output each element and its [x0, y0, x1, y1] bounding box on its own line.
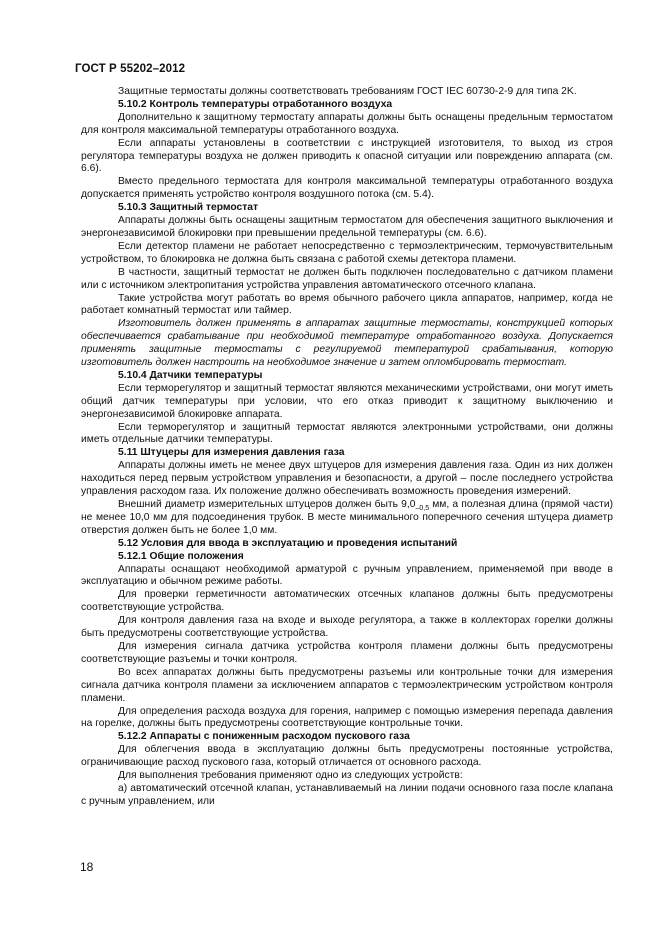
- paragraph-with-tolerance: [81, 499, 613, 538]
- standard-header: ГОСТ Р 55202–2012: [75, 63, 186, 75]
- paragraph: Дополнительно к защитному термостату аппараты должны быть оснащены предельным термостатом для контроля максимальной температуры отработанного воздуха.: [81, 111, 613, 136]
- italic-note: Изготовитель должен применять в аппаратах защитные термостаты, конструкцией которых обеспечивается срабатывание при необходимой температуре отработанного воздуха. Допускается применять защитные термостаты с регулируемой температурой срабатывания, которую изготовитель должен настроить на необходимое значение и затем опломбировать термостат.: [81, 318, 613, 369]
- paragraph: Если детектор пламени не работает непосредственно с термоэлектрическим, термочувствительным устройством, то блокировка не должна быть связана с работой схемы детектора пламени.: [81, 240, 613, 265]
- paragraph: В частности, защитный термостат не должен быть подключен последовательно с датчиком пламени или с источником электропитания устройства управления автоматического отсечного клапана.: [81, 266, 613, 291]
- text-before: Внешний диаметр измерительных штуцеров должен быть 9,0: [118, 499, 416, 510]
- section-heading: 5.12.2 Аппараты с пониженным расходом пускового газа: [118, 731, 410, 743]
- list-item: а) автоматический отсечной клапан, устанавливаемый на линии подачи основного газа после клапана с ручным управлением, или: [81, 782, 613, 807]
- paragraph: Аппараты оснащают необходимой арматурой с ручным управлением, применяемой при вводе в эксплуатацию и обычном режиме работы.: [81, 563, 613, 588]
- paragraph: Если терморегулятор и защитный термостат являются механическими устройствами, они могут иметь общий датчик температуры при условии, что его отказ приводит к защитному выключению и энергонезависимой блокировке аппарата.: [81, 382, 613, 420]
- section-heading: 5.10.4 Датчики температуры: [118, 369, 263, 381]
- section-heading: 5.10.3 Защитный термостат: [118, 202, 259, 214]
- text-after: мм, а полезная длина (прямой части) не менее 10,0 мм для подсоединения трубок. В месте минимального поперечного сечения штуцера диаметр отверстия должен быть не более 1,0 мм.: [81, 499, 613, 536]
- paragraph: Такие устройства могут работать во время обычного рабочего цикла аппаратов, например, когда не работает комнатный термостат или таймер.: [81, 292, 613, 317]
- paragraph: Если терморегулятор и защитный термостат являются электронными устройствами, они должны иметь отдельные датчики температуры.: [81, 421, 613, 446]
- paragraph: Если аппараты установлены в соответствии с инструкцией изготовителя, то выход из строя регулятора температуры воздуха не должен приводить к опасной ситуации или повреждению аппарата (см. 6.6).: [81, 137, 613, 175]
- paragraph: Защитные термостаты должны соответствовать требованиям ГОСТ IEC 60730-2-9 для типа 2K.: [118, 86, 577, 97]
- paragraph: Для выполнения требования применяют одно из следующих устройств:: [118, 770, 463, 782]
- body-text: [81, 86, 613, 809]
- paragraph: Для облегчения ввода в эксплуатацию должны быть предусмотрены постоянные устройства, ограничивающие расход пускового газа, который отличается от основного расхода.: [81, 744, 613, 769]
- paragraph: Для определения расхода воздуха для горения, например с помощью измерения перепада давления на горелке, должны быть предусмотрены соответствующие контрольные точки.: [81, 705, 613, 730]
- paragraph: Во всех аппаратах должны быть предусмотрены разъемы или контрольные точки для измерения сигнала датчика контроля пламени за исключением аппаратов с термоэлектрическим устройством контроля пламени.: [81, 666, 613, 704]
- paragraph: Вместо предельного термостата для контроля максимальной температуры отработанного воздуха допускается применять устройство контроля воздушного потока (см. 5.4).: [81, 176, 613, 201]
- tolerance-subscript: –0,5: [415, 505, 430, 513]
- section-heading: 5.12.1 Общие положения: [118, 550, 244, 562]
- paragraph: Для проверки герметичности автоматических отсечных клапанов должны быть предусмотрены соответствующие устройства.: [81, 589, 613, 614]
- paragraph: Для измерения сигнала датчика устройства контроля пламени должны быть предусмотрены соответствующие разъемы и точки контроля.: [81, 640, 613, 665]
- page-number: 18: [80, 860, 94, 874]
- paragraph: Для контроля давления газа на входе и выходе регулятора, а также в коллекторах горелки должны быть предусмотрены соответствующие устройства.: [81, 615, 613, 640]
- paragraph: Аппараты должны иметь не менее двух штуцеров для измерения давления газа. Один из них должен находиться перед первым устройством управления и безопасности, а другой – после последнего устройства управления расходом газа. Их положение должно обеспечивать возможность проведения измерений.: [81, 460, 613, 498]
- section-heading: 5.11 Штуцеры для измерения давления газа: [118, 447, 345, 459]
- section-heading: 5.10.2 Контроль температуры отработанного воздуха: [118, 98, 393, 110]
- section-heading: 5.12 Условия для ввода в эксплуатацию и проведения испытаний: [118, 537, 458, 549]
- paragraph: Аппараты должны быть оснащены защитным термостатом для обеспечения защитного выключения и энергонезависимой блокировки при превышении предельной температуры (см. 6.6).: [81, 215, 613, 239]
